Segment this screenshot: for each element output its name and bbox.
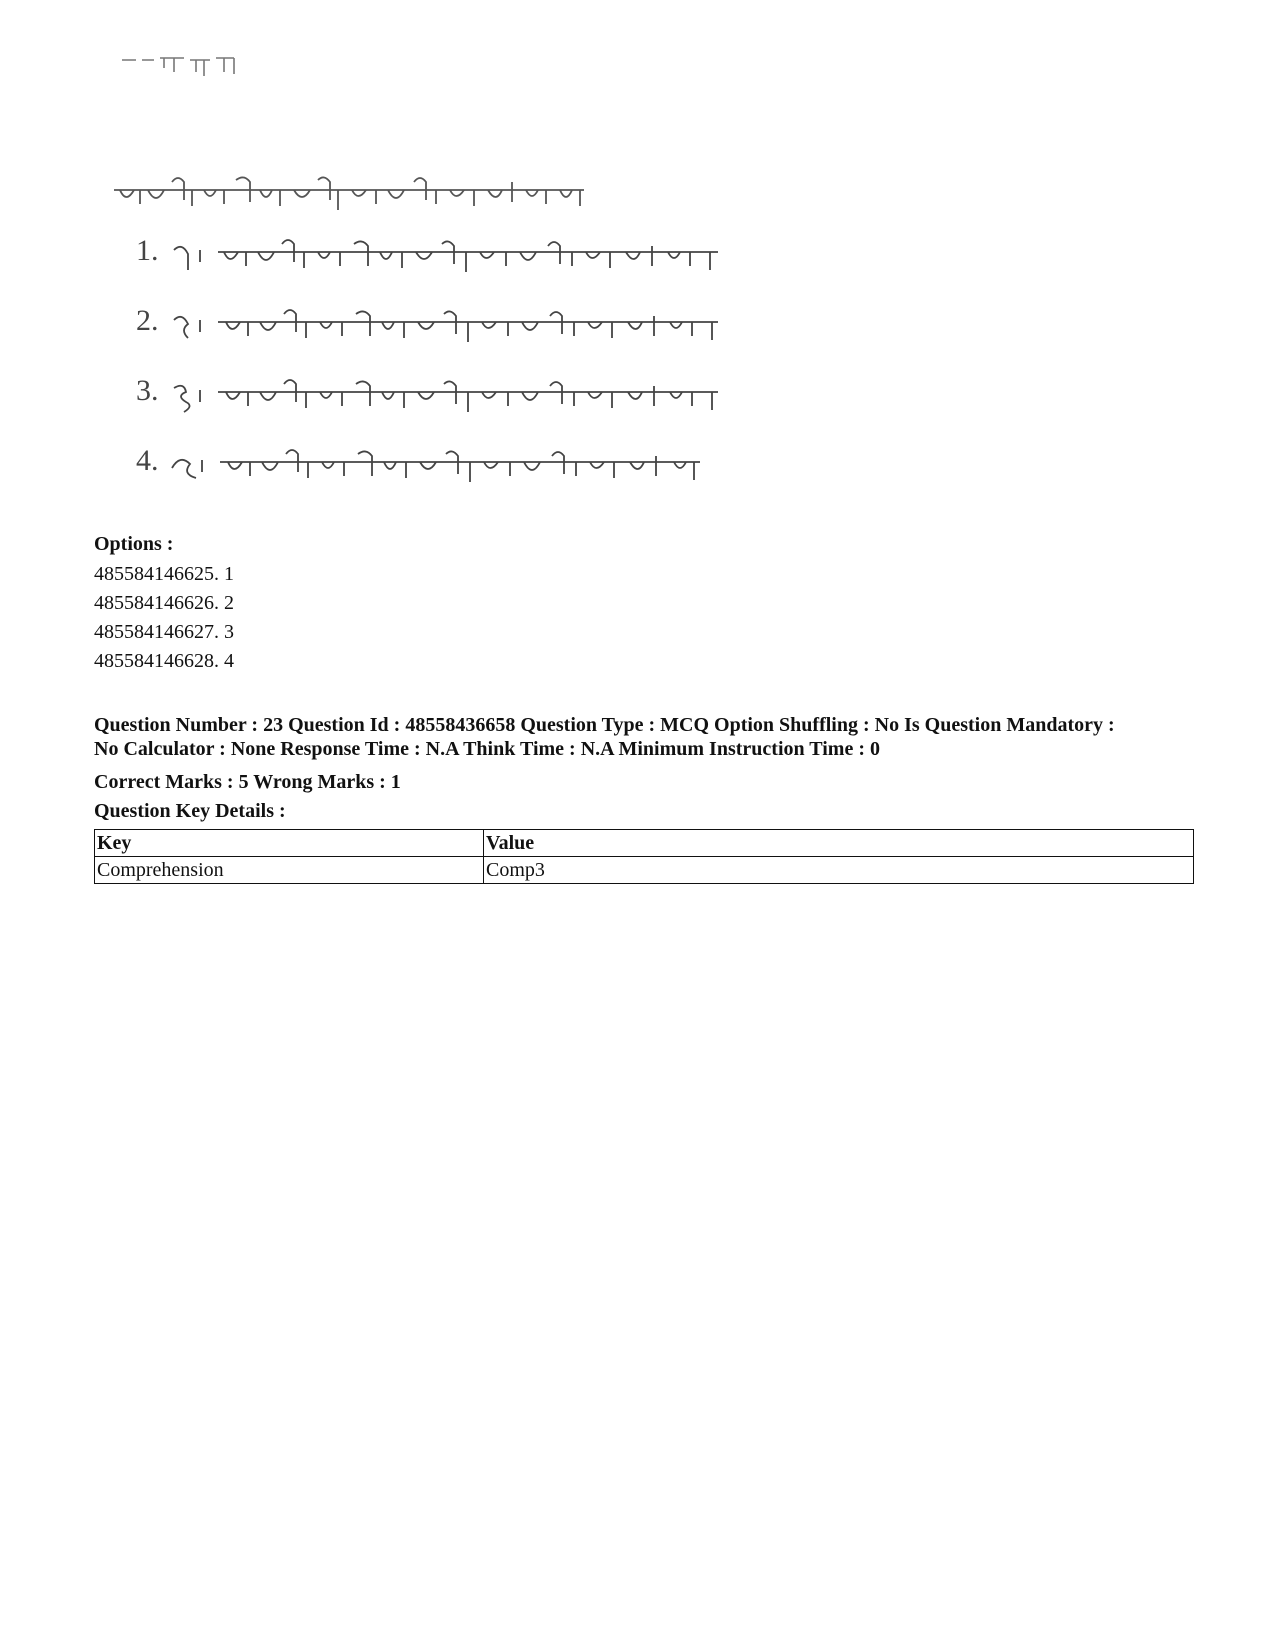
table-header-value: Value: [484, 830, 1194, 857]
script-option-number: 1.: [136, 234, 159, 267]
script-option-3: [136, 372, 736, 422]
key-details-heading: Question Key Details :: [94, 800, 286, 822]
table-cell-key: Comprehension: [95, 857, 484, 884]
table-header-row: [95, 830, 1194, 857]
table-cell-value: Comp3: [484, 857, 1194, 884]
script-option-number: 4.: [136, 444, 159, 477]
script-fragment-top: [120, 50, 250, 80]
question-meta-line: Question Number : 23 Question Id : 48558436658 Question Type : MCQ Option Shuffling : No Is Question Mandatory :: [94, 714, 1115, 736]
script-option-2: [136, 302, 736, 352]
script-option-1: [136, 232, 736, 282]
script-question-line: [114, 172, 594, 216]
question-metadata: [94, 713, 1204, 761]
table-header-key: Key: [95, 830, 484, 857]
question-script-image: [110, 50, 750, 510]
options-heading: Options :: [94, 533, 174, 555]
question-meta-line: No Calculator : None Response Time : N.A Think Time : N.A Minimum Instruction Time : 0: [94, 738, 880, 760]
script-option-4: [136, 442, 736, 492]
option-item: 485584146625. 1: [94, 563, 234, 585]
table-row: [95, 857, 1194, 884]
option-item: 485584146627. 3: [94, 621, 234, 643]
options-list: [94, 560, 234, 676]
script-option-number: 3.: [136, 374, 159, 407]
script-option-number: 2.: [136, 304, 159, 337]
option-item: 485584146626. 2: [94, 592, 234, 614]
question-key-table: [94, 829, 1194, 884]
marks-line: Correct Marks : 5 Wrong Marks : 1: [94, 771, 401, 793]
option-item: 485584146628. 4: [94, 650, 234, 672]
